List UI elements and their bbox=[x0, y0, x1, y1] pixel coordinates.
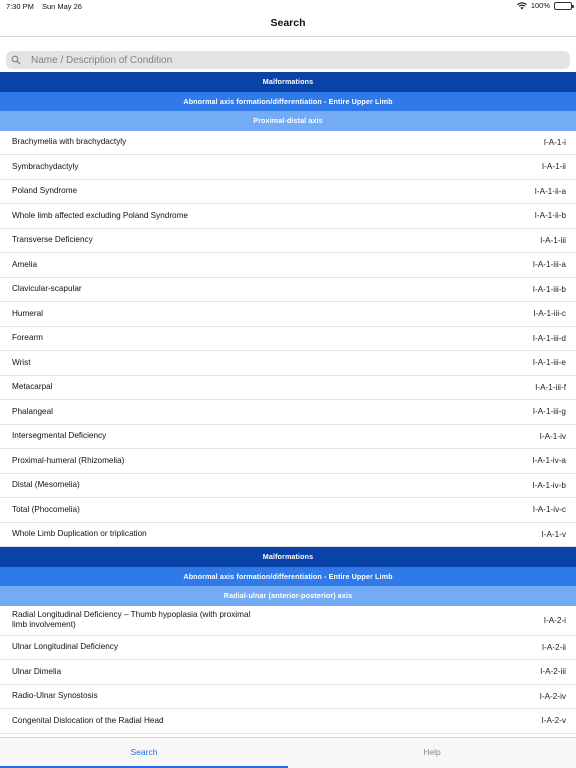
list-item[interactable] bbox=[0, 302, 576, 327]
condition-name: Radio-Ulnar Synostosis bbox=[12, 691, 98, 701]
condition-name: Radial Longitudinal Deficiency – Thumb hypoplasia (with proximal limb involvement) bbox=[12, 610, 251, 629]
list-item[interactable] bbox=[0, 606, 576, 636]
search-input[interactable] bbox=[31, 55, 551, 66]
list-item[interactable] bbox=[0, 229, 576, 254]
condition-code: I-A-1-iv bbox=[539, 431, 566, 441]
list-item[interactable] bbox=[0, 131, 576, 156]
list-item[interactable] bbox=[0, 180, 576, 205]
list-item[interactable] bbox=[0, 351, 576, 376]
tab-search[interactable]: Search bbox=[0, 738, 288, 768]
status-right bbox=[517, 1, 572, 10]
tab-help[interactable]: Help bbox=[423, 747, 441, 757]
condition-code: I-A-1-ii-a bbox=[534, 186, 566, 196]
condition-code: I-A-1-iii-b bbox=[532, 284, 566, 294]
condition-name: Ulnar Longitudinal Deficiency bbox=[12, 642, 119, 652]
condition-name: Whole limb affected excluding Poland Syndrome bbox=[12, 210, 188, 220]
list-item[interactable] bbox=[0, 425, 576, 450]
condition-code: I-A-1-iv-a bbox=[532, 456, 566, 466]
list-item[interactable] bbox=[0, 498, 576, 523]
condition-code: I-A-1-ii-b bbox=[534, 211, 566, 221]
condition-name: Amelia bbox=[12, 259, 38, 269]
battery-icon bbox=[554, 2, 572, 10]
section-header-level-1: Malformations bbox=[0, 72, 576, 92]
section-header-level-2: Abnormal axis formation/differentiation - Entire Upper Limb bbox=[0, 92, 576, 112]
condition-name: Transverse Deficiency bbox=[12, 235, 93, 245]
condition-code: I-A-1-ii bbox=[541, 162, 566, 172]
section-header-level-3: Proximal-distal axis bbox=[0, 111, 576, 131]
list-item[interactable] bbox=[0, 376, 576, 401]
condition-name: Whole Limb Duplication or triplication bbox=[12, 529, 147, 539]
condition-code: I-A-1-iv-b bbox=[532, 480, 566, 490]
condition-name: Intersegmental Deficiency bbox=[12, 431, 107, 441]
list-item[interactable] bbox=[0, 685, 576, 710]
condition-name: Forearm bbox=[12, 333, 43, 343]
status-date: Sun May 26 bbox=[41, 2, 82, 11]
condition-code: I-A-2-i bbox=[543, 615, 566, 625]
condition-code: I-A-1-iii-e bbox=[532, 358, 566, 368]
condition-name: Metacarpal bbox=[12, 382, 53, 392]
condition-name: Brachymelia with brachydactyly bbox=[12, 137, 127, 147]
condition-name: Wrist bbox=[12, 357, 31, 367]
condition-code: I-A-1-iv-c bbox=[532, 505, 566, 515]
condition-name: Symbrachydactyly bbox=[12, 161, 79, 171]
page-title: Search bbox=[270, 17, 306, 29]
status-time: 7:30 PM bbox=[6, 2, 34, 11]
condition-name: Phalangeal bbox=[12, 406, 53, 416]
condition-code: I-A-1-iii-d bbox=[532, 333, 566, 343]
condition-name: Humeral bbox=[12, 308, 43, 318]
list-item[interactable] bbox=[0, 400, 576, 425]
list-item[interactable] bbox=[0, 449, 576, 474]
search-bar bbox=[0, 48, 576, 72]
search-icon bbox=[11, 55, 25, 65]
list-item[interactable] bbox=[0, 155, 576, 180]
list-item[interactable] bbox=[0, 278, 576, 303]
condition-code: I-A-2-v bbox=[541, 716, 566, 726]
wifi-icon bbox=[517, 2, 527, 10]
list-item[interactable] bbox=[0, 253, 576, 278]
condition-name: Clavicular-scapular bbox=[12, 284, 82, 294]
list-item[interactable] bbox=[0, 474, 576, 499]
condition-code: I-A-2-iii bbox=[540, 667, 566, 677]
condition-name: Ulnar Dimelia bbox=[12, 666, 62, 676]
condition-name: Poland Syndrome bbox=[12, 186, 78, 196]
condition-code: I-A-1-v bbox=[541, 529, 566, 539]
list-item[interactable] bbox=[0, 327, 576, 352]
condition-code: I-A-1-iii-g bbox=[532, 407, 566, 417]
section-header-level-1: Malformations bbox=[0, 547, 576, 567]
condition-code: I-A-1-iii-a bbox=[532, 260, 566, 270]
tab-bar bbox=[0, 737, 576, 768]
list-item[interactable] bbox=[0, 660, 576, 685]
section-header-level-2: Abnormal axis formation/differentiation - Entire Upper Limb bbox=[0, 567, 576, 587]
section-header-level-3: Radial-ulnar (anterior-posterior) axis bbox=[0, 586, 576, 606]
condition-list[interactable] bbox=[0, 72, 576, 738]
status-left bbox=[6, 2, 82, 11]
search-field[interactable] bbox=[6, 51, 570, 69]
condition-code: I-A-1-iii bbox=[540, 235, 566, 245]
condition-code: I-A-1-iii-c bbox=[533, 309, 566, 319]
list-item[interactable] bbox=[0, 636, 576, 661]
condition-code: I-A-2-ii bbox=[541, 642, 566, 652]
nav-bar bbox=[0, 12, 576, 37]
condition-name: Distal (Mesomelia) bbox=[12, 480, 80, 490]
battery-percent: 100% bbox=[530, 1, 550, 10]
list-item[interactable] bbox=[0, 709, 576, 734]
condition-code: I-A-1-i bbox=[543, 137, 566, 147]
condition-name: Congenital Dislocation of the Radial Head bbox=[12, 715, 164, 725]
condition-name: Proximal-humeral (Rhizomelia) bbox=[12, 455, 125, 465]
list-item[interactable] bbox=[0, 204, 576, 229]
condition-name: Total (Phocomelia) bbox=[12, 504, 80, 514]
condition-code: I-A-2-iv bbox=[539, 691, 566, 701]
condition-code: I-A-1-iii-f bbox=[535, 382, 566, 392]
status-bar bbox=[0, 0, 576, 12]
list-item[interactable] bbox=[0, 523, 576, 548]
